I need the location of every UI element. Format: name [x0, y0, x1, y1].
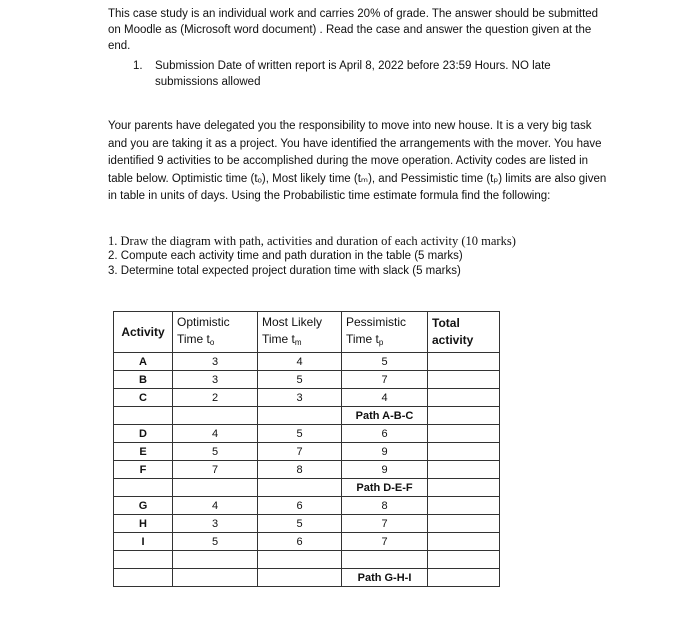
cell-total — [428, 497, 500, 515]
cell-tp: 8 — [342, 497, 428, 515]
table-row — [114, 461, 500, 479]
table-row — [114, 407, 500, 425]
activity-time-table — [113, 311, 500, 587]
cell-total — [428, 425, 500, 443]
cell-activity: A — [114, 353, 173, 371]
cell-to — [173, 551, 258, 569]
header-total-line1: Total — [432, 316, 460, 330]
cell-activity: G — [114, 497, 173, 515]
cell-tp: 9 — [342, 443, 428, 461]
cell-total — [428, 479, 500, 497]
cell-tm: 6 — [258, 497, 342, 515]
cell-total — [428, 371, 500, 389]
cell-activity: C — [114, 389, 173, 407]
cell-tm: 6 — [258, 533, 342, 551]
header-total-line2: activity — [432, 333, 474, 347]
submission-number: 1. — [133, 60, 143, 72]
cell-tp: 9 — [342, 461, 428, 479]
cell-to: 4 — [173, 497, 258, 515]
cell-activity: H — [114, 515, 173, 533]
table-row — [114, 551, 500, 569]
header-optimistic-line2: Time t — [177, 331, 210, 346]
cell-tm — [258, 407, 342, 425]
cell-tp: Path G-H-I — [342, 569, 428, 587]
submission-item — [133, 58, 603, 90]
table-row — [114, 353, 500, 371]
cell-total — [428, 569, 500, 587]
task-item: 3. Determine total expected project duration time with slack (5 marks) — [108, 265, 461, 277]
cell-tp: Path D-E-F — [342, 479, 428, 497]
header-pessimistic-line2: Time t — [346, 331, 379, 346]
table-row — [114, 533, 500, 551]
header-pessimistic — [342, 312, 428, 353]
header-likely-line1: Most Likely — [262, 314, 323, 329]
cell-to: 5 — [173, 443, 258, 461]
table-row — [114, 443, 500, 461]
cell-activity: F — [114, 461, 173, 479]
table-row — [114, 515, 500, 533]
cell-tm — [258, 569, 342, 587]
cell-tp: 7 — [342, 371, 428, 389]
cell-to: 3 — [173, 371, 258, 389]
cell-tm: 8 — [258, 461, 342, 479]
cell-tp — [342, 551, 428, 569]
table-row — [114, 497, 500, 515]
header-total-activity — [428, 312, 500, 353]
cell-tm: 5 — [258, 371, 342, 389]
cell-tp: 6 — [342, 425, 428, 443]
cell-to: 7 — [173, 461, 258, 479]
table-body — [114, 353, 500, 587]
cell-total — [428, 515, 500, 533]
cell-to: 4 — [173, 425, 258, 443]
cell-tm — [258, 479, 342, 497]
cell-tm: 7 — [258, 443, 342, 461]
cell-to: 2 — [173, 389, 258, 407]
cell-tp: 4 — [342, 389, 428, 407]
cell-activity: E — [114, 443, 173, 461]
cell-to — [173, 569, 258, 587]
cell-tm — [258, 551, 342, 569]
table-row — [114, 371, 500, 389]
header-pessimistic-subscript: p — [378, 337, 384, 347]
cell-activity — [114, 479, 173, 497]
cell-tp: 7 — [342, 533, 428, 551]
cell-total — [428, 533, 500, 551]
cell-tp: 5 — [342, 353, 428, 371]
cell-activity — [114, 407, 173, 425]
task-item: 1. Draw the diagram with path, activities and duration of each activity (10 marks) — [108, 234, 516, 248]
cell-to — [173, 407, 258, 425]
cell-activity — [114, 569, 173, 587]
header-optimistic-subscript: o — [209, 337, 215, 347]
cell-tp: 7 — [342, 515, 428, 533]
table-row — [114, 569, 500, 587]
header-optimistic-line1: Optimistic — [177, 314, 230, 329]
header-likely-line2: Time t — [262, 331, 295, 346]
table-header-row — [114, 312, 500, 353]
cell-total — [428, 443, 500, 461]
cell-activity: B — [114, 371, 173, 389]
header-activity: Activity — [114, 312, 173, 353]
cell-tm: 5 — [258, 515, 342, 533]
cell-total — [428, 407, 500, 425]
submission-text: Submission Date of written report is April 8, 2022 before 23:59 Hours. NO late submissions allowed — [155, 60, 551, 88]
task-item: 2. Compute each activity time and path duration in the table (5 marks) — [108, 250, 463, 262]
cell-tm: 4 — [258, 353, 342, 371]
cell-to: 3 — [173, 353, 258, 371]
table-row — [114, 389, 500, 407]
cell-tm: 5 — [258, 425, 342, 443]
cell-to: 3 — [173, 515, 258, 533]
cell-tm: 3 — [258, 389, 342, 407]
cell-total — [428, 551, 500, 569]
cell-to — [173, 479, 258, 497]
cell-total — [428, 353, 500, 371]
cell-total — [428, 389, 500, 407]
cell-to: 5 — [173, 533, 258, 551]
header-optimistic — [173, 312, 258, 353]
header-likely-subscript: m — [294, 337, 302, 347]
intro-paragraph: This case study is an individual work and carries 20% of grade. The answer should be submitted on Moodle as (Microsoft word document) . Read the case and answer the question given at the end. — [108, 8, 599, 52]
table-row — [114, 479, 500, 497]
case-paragraph: Your parents have delegated you the responsibility to move into new house. It is a very big task and you are taking it as a project. You have identified the arrangements with the mover. You have identified 9 activities to be accomplished during the move operation. Activity codes are listed in table below. Optimistic time (tₒ), Most likely time (tₘ), and Pessimistic time (tₚ) limits are also given in table in units of days. Using the Probabilistic time estimate formula find the following: — [108, 120, 607, 202]
task-list — [108, 234, 628, 279]
header-pessimistic-line1: Pessimistic — [346, 314, 407, 329]
cell-activity: I — [114, 533, 173, 551]
table-row — [114, 425, 500, 443]
cell-activity: D — [114, 425, 173, 443]
header-most-likely — [258, 312, 342, 353]
cell-total — [428, 461, 500, 479]
cell-activity — [114, 551, 173, 569]
cell-tp: Path A-B-C — [342, 407, 428, 425]
